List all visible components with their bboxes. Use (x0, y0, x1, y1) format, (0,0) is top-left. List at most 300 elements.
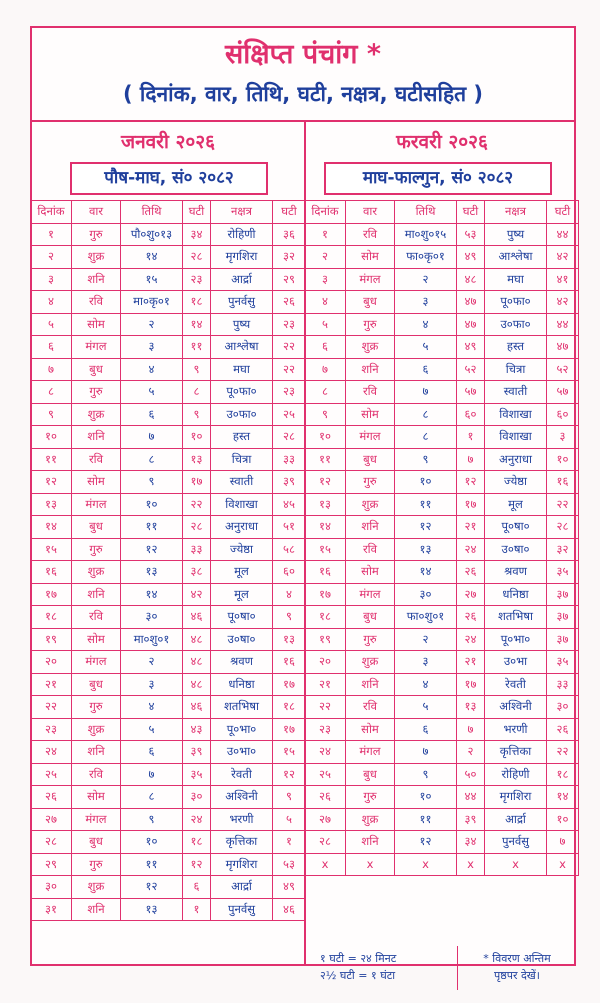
nakshatra-ghati-cell: २८ (547, 516, 579, 539)
ghati-cell: ४६ (183, 696, 211, 719)
table-row (305, 291, 579, 314)
nakshatra-ghati-cell: ३५ (547, 651, 579, 674)
ghati-cell: ३० (183, 786, 211, 809)
table-row (305, 808, 579, 831)
ghati-cell: १७ (183, 471, 211, 494)
tithi-cell: २ (395, 268, 457, 291)
date-cell: १७ (31, 583, 72, 606)
tithi-cell: २ (395, 628, 457, 651)
nakshatra-cell: पू०फा० (211, 381, 273, 404)
header-tithi: तिथि (395, 201, 457, 224)
nakshatra-cell: अश्विनी (211, 786, 273, 809)
weekday-cell: शनि (72, 426, 121, 449)
weekday-cell: गुरु (72, 696, 121, 719)
tithi-cell: ९ (121, 471, 183, 494)
weekday-cell: रवि (72, 606, 121, 629)
header-ghati: घटी (457, 201, 485, 224)
tithi-cell: २ (121, 651, 183, 674)
nakshatra-cell: उ०भा० (211, 741, 273, 764)
ghati-cell: २६ (457, 561, 485, 584)
ghati-cell: १२ (183, 853, 211, 876)
nakshatra-ghati-cell: ५७ (547, 381, 579, 404)
tithi-cell: ६ (395, 358, 457, 381)
date-cell: २४ (31, 741, 72, 764)
tithi-cell: फा०शु०१ (395, 606, 457, 629)
tithi-cell: ६ (395, 718, 457, 741)
ghati-cell: ५३ (457, 223, 485, 246)
header-date: दिनांक (305, 201, 346, 224)
nakshatra-cell: कृत्तिका (211, 831, 273, 854)
nakshatra-ghati-cell: ४४ (547, 223, 579, 246)
ghati-cell: २८ (183, 246, 211, 269)
ghati-cell: २३ (183, 268, 211, 291)
nakshatra-ghati-cell: ५२ (547, 358, 579, 381)
weekday-cell: रवि (346, 696, 395, 719)
nakshatra-ghati-cell: ३ (547, 426, 579, 449)
table-row (31, 471, 306, 494)
weekday-cell: सोम (72, 628, 121, 651)
nakshatra-cell: श्रवण (485, 561, 547, 584)
table-row (305, 268, 579, 291)
nakshatra-ghati-cell: x (547, 853, 579, 876)
table-row (31, 426, 306, 449)
ghati-cell: २१ (457, 516, 485, 539)
nakshatra-cell: रेवती (211, 763, 273, 786)
weekday-cell: मंगल (346, 426, 395, 449)
nakshatra-cell: मृगशिरा (211, 853, 273, 876)
weekday-cell: शनि (72, 268, 121, 291)
table-row (305, 673, 579, 696)
date-cell: १ (305, 223, 346, 246)
date-cell: २५ (305, 763, 346, 786)
weekday-cell: सोम (346, 403, 395, 426)
table-row (31, 876, 306, 899)
nakshatra-cell: स्वाती (485, 381, 547, 404)
nakshatra-ghati-cell: ३२ (273, 246, 306, 269)
table-row (31, 358, 306, 381)
weekday-cell: सोम (72, 786, 121, 809)
weekday-cell: x (346, 853, 395, 876)
tithi-cell: ४ (121, 696, 183, 719)
table-row (31, 246, 306, 269)
table-row (305, 313, 579, 336)
ghati-cell: ८ (183, 381, 211, 404)
tithi-cell: ३ (395, 291, 457, 314)
note-line-1: १ घटी = २४ मिनट (320, 952, 397, 965)
date-cell: ६ (305, 336, 346, 359)
tithi-cell: ३० (121, 606, 183, 629)
tithi-cell: ७ (121, 426, 183, 449)
table-row (305, 606, 579, 629)
tithi-cell: १० (395, 471, 457, 494)
nakshatra-cell: उ०षा० (211, 628, 273, 651)
nakshatra-ghati-cell: ३७ (547, 583, 579, 606)
date-cell: ४ (305, 291, 346, 314)
weekday-cell: बुध (346, 448, 395, 471)
nakshatra-ghati-cell: २६ (273, 291, 306, 314)
date-cell: ३१ (31, 898, 72, 921)
table-row (31, 538, 306, 561)
weekday-cell: मंगल (346, 583, 395, 606)
date-cell: १३ (31, 493, 72, 516)
weekday-cell: गुरु (72, 223, 121, 246)
nakshatra-cell: भरणी (211, 808, 273, 831)
tithi-cell: १२ (121, 538, 183, 561)
ghati-cell: २ (457, 741, 485, 764)
date-cell: ४ (31, 291, 72, 314)
ghati-cell: २४ (183, 808, 211, 831)
tithi-cell: ३ (395, 651, 457, 674)
table-row (305, 448, 579, 471)
table-row (305, 358, 579, 381)
weekday-cell: मंगल (72, 808, 121, 831)
nakshatra-ghati-cell: १८ (547, 763, 579, 786)
nakshatra-ghati-cell: ७ (547, 831, 579, 854)
table-row (31, 516, 306, 539)
header-weekday: वार (72, 201, 121, 224)
ghati-cell: ४२ (183, 583, 211, 606)
table-row (31, 561, 306, 584)
weekday-cell: शनि (72, 898, 121, 921)
weekday-cell: गुरु (346, 471, 395, 494)
weekday-cell: रवि (72, 291, 121, 314)
weekday-cell: गुरु (72, 538, 121, 561)
ghati-cell: १७ (457, 673, 485, 696)
weekday-cell: शनि (346, 358, 395, 381)
weekday-cell: शुक्र (346, 493, 395, 516)
table-row (31, 628, 306, 651)
february-table (304, 200, 579, 876)
nakshatra-ghati-cell: १४ (547, 786, 579, 809)
date-cell: १२ (305, 471, 346, 494)
nakshatra-cell: पू०भा० (211, 718, 273, 741)
month-title-february: फरवरी २०२६ (396, 131, 488, 153)
nakshatra-cell: शतभिषा (211, 696, 273, 719)
table-row (305, 741, 579, 764)
weekday-cell: बुध (346, 763, 395, 786)
nakshatra-ghati-cell: ४७ (547, 336, 579, 359)
tithi-cell: १२ (121, 876, 183, 899)
nakshatra-cell: पुनर्वसु (211, 898, 273, 921)
ghati-cell: ९ (183, 403, 211, 426)
date-cell: १९ (31, 628, 72, 651)
table-row (305, 651, 579, 674)
tithi-cell: ८ (395, 403, 457, 426)
ghati-cell: ४८ (183, 651, 211, 674)
ghati-cell: ७ (457, 718, 485, 741)
panchang-card (30, 26, 576, 982)
weekday-cell: सोम (346, 718, 395, 741)
ghati-cell: १ (457, 426, 485, 449)
tithi-cell: १३ (395, 538, 457, 561)
date-cell: १५ (305, 538, 346, 561)
table-row (31, 381, 306, 404)
weekday-cell: मंगल (72, 493, 121, 516)
weekday-cell: शनि (346, 673, 395, 696)
weekday-cell: शुक्र (72, 246, 121, 269)
tithi-cell: १२ (395, 516, 457, 539)
date-cell: ५ (31, 313, 72, 336)
nakshatra-ghati-cell: १८ (273, 696, 306, 719)
tithi-cell: ५ (395, 696, 457, 719)
nakshatra-cell: स्वाती (211, 471, 273, 494)
ghati-cell: ४९ (457, 246, 485, 269)
nakshatra-cell: आर्द्रा (211, 876, 273, 899)
table-row (31, 403, 306, 426)
weekday-cell: मंगल (72, 336, 121, 359)
date-cell: २ (31, 246, 72, 269)
ghati-cell: ४९ (457, 336, 485, 359)
nakshatra-cell: हस्त (211, 426, 273, 449)
header-ghati: घटी (183, 201, 211, 224)
date-cell: ८ (31, 381, 72, 404)
table-row (305, 786, 579, 809)
ghati-cell: ३८ (183, 561, 211, 584)
nakshatra-cell: मूल (211, 583, 273, 606)
ghati-cell: १८ (183, 291, 211, 314)
nakshatra-cell: x (485, 853, 547, 876)
table-row (31, 583, 306, 606)
nakshatra-ghati-cell: ४२ (547, 246, 579, 269)
date-cell: ३० (31, 876, 72, 899)
tithi-cell: ४ (121, 358, 183, 381)
nakshatra-ghati-cell: ४२ (547, 291, 579, 314)
nakshatra-cell: पुनर्वसु (485, 831, 547, 854)
ghati-cell: ४८ (183, 628, 211, 651)
ghati-cell: ४८ (183, 673, 211, 696)
nakshatra-cell: पुनर्वसु (211, 291, 273, 314)
nakshatra-ghati-cell: १० (547, 808, 579, 831)
nakshatra-cell: विशाखा (485, 403, 547, 426)
tithi-cell: ८ (121, 786, 183, 809)
weekday-cell: गुरु (72, 381, 121, 404)
tithi-cell: ८ (395, 426, 457, 449)
date-cell: ११ (31, 448, 72, 471)
date-cell: २८ (305, 831, 346, 854)
weekday-cell: सोम (72, 313, 121, 336)
nakshatra-ghati-cell: ५ (273, 808, 306, 831)
weekday-cell: शुक्र (346, 336, 395, 359)
weekday-cell: शुक्र (346, 808, 395, 831)
note-line-2: २½ घटी = १ घंटा (320, 969, 396, 982)
nakshatra-ghati-cell: २२ (273, 336, 306, 359)
tithi-cell: १० (121, 831, 183, 854)
nakshatra-cell: मघा (485, 268, 547, 291)
date-cell: १८ (305, 606, 346, 629)
nakshatra-cell: कृत्तिका (485, 741, 547, 764)
tithi-cell: मा०कृ०१ (121, 291, 183, 314)
weekday-cell: शुक्र (72, 876, 121, 899)
weekday-cell: शुक्र (72, 561, 121, 584)
nakshatra-cell: आर्द्रा (485, 808, 547, 831)
nakshatra-ghati-cell: २२ (547, 493, 579, 516)
table-row (305, 336, 579, 359)
table-row (305, 246, 579, 269)
weekday-cell: मंगल (346, 268, 395, 291)
ghati-cell: ४६ (183, 606, 211, 629)
tithi-cell: १४ (121, 246, 183, 269)
date-cell: ३ (31, 268, 72, 291)
table-row (305, 381, 579, 404)
table-row (305, 426, 579, 449)
ghati-cell: २२ (183, 493, 211, 516)
ghati-cell: ४८ (457, 268, 485, 291)
tithi-cell: १२ (395, 831, 457, 854)
weekday-cell: सोम (346, 246, 395, 269)
date-cell: २१ (305, 673, 346, 696)
header-weekday: वार (346, 201, 395, 224)
table-row (31, 223, 306, 246)
table-row (31, 853, 306, 876)
tithi-cell: ५ (121, 381, 183, 404)
nakshatra-ghati-cell: २९ (273, 268, 306, 291)
nakshatra-ghati-cell: १६ (273, 651, 306, 674)
weekday-cell: रवि (346, 381, 395, 404)
nakshatra-ghati-cell: ४१ (547, 268, 579, 291)
tithi-cell: १३ (121, 898, 183, 921)
details-note (458, 946, 576, 990)
tithi-cell: ५ (121, 718, 183, 741)
ghati-cell: १७ (457, 493, 485, 516)
ghati-cell: ३४ (457, 831, 485, 854)
ghati-cell: ४७ (457, 291, 485, 314)
nakshatra-ghati-cell: ३७ (547, 628, 579, 651)
ghati-cell: ३९ (183, 741, 211, 764)
date-cell: १५ (31, 538, 72, 561)
nakshatra-cell: चित्रा (211, 448, 273, 471)
weekday-cell: शनि (72, 741, 121, 764)
date-cell: १८ (31, 606, 72, 629)
nakshatra-ghati-cell: १७ (273, 718, 306, 741)
tithi-cell: १० (121, 493, 183, 516)
header-date: दिनांक (31, 201, 72, 224)
nakshatra-cell: उ०भा (485, 651, 547, 674)
nakshatra-cell: ज्येष्ठा (211, 538, 273, 561)
ghati-cell: २४ (457, 538, 485, 561)
ghati-cell: १४ (183, 313, 211, 336)
nakshatra-cell: उ०फा० (485, 313, 547, 336)
weekday-cell: बुध (346, 291, 395, 314)
header-tithi: तिथि (121, 201, 183, 224)
table-row (305, 538, 579, 561)
table-row (31, 291, 306, 314)
date-cell: १३ (305, 493, 346, 516)
ghati-cell: ५२ (457, 358, 485, 381)
nakshatra-ghati-cell: १२ (273, 763, 306, 786)
table-row (31, 741, 306, 764)
table-row (305, 471, 579, 494)
nakshatra-cell: पुष्य (211, 313, 273, 336)
nakshatra-cell: पू०भा० (485, 628, 547, 651)
date-cell: १४ (305, 516, 346, 539)
date-cell: २० (31, 651, 72, 674)
nakshatra-ghati-cell: १३ (273, 628, 306, 651)
weekday-cell: शुक्र (72, 718, 121, 741)
date-cell: १२ (31, 471, 72, 494)
tithi-cell: मा०शु०१ (121, 628, 183, 651)
date-cell: ९ (305, 403, 346, 426)
nakshatra-cell: आश्लेषा (211, 336, 273, 359)
tithi-cell: ७ (395, 381, 457, 404)
nakshatra-ghati-cell: १६ (547, 471, 579, 494)
nakshatra-cell: अश्विनी (485, 696, 547, 719)
nakshatra-ghati-cell: ३७ (547, 606, 579, 629)
weekday-cell: सोम (346, 561, 395, 584)
table-row (31, 696, 306, 719)
ghati-cell: १२ (457, 471, 485, 494)
nakshatra-ghati-cell: ३३ (273, 448, 306, 471)
tithi-cell: ४ (395, 673, 457, 696)
ghati-cell: ७ (457, 448, 485, 471)
nakshatra-cell: आर्द्रा (211, 268, 273, 291)
tithi-cell: ९ (121, 808, 183, 831)
table-row (31, 606, 306, 629)
tithi-cell: ९ (395, 763, 457, 786)
ghati-cell: ५७ (457, 381, 485, 404)
ghati-cell: २७ (457, 583, 485, 606)
header-nakshatra-ghati: घटी (273, 201, 306, 224)
weekday-cell: शनि (346, 516, 395, 539)
table-row (305, 583, 579, 606)
date-cell: ३ (305, 268, 346, 291)
weekday-cell: बुध (346, 606, 395, 629)
table-row (31, 651, 306, 674)
table-row (31, 718, 306, 741)
tithi-cell: मा०शु०१५ (395, 223, 457, 246)
date-cell: २४ (305, 741, 346, 764)
nakshatra-ghati-cell: ४५ (273, 493, 306, 516)
date-cell: २१ (31, 673, 72, 696)
table-row (31, 786, 306, 809)
table-row (31, 268, 306, 291)
date-cell: २७ (305, 808, 346, 831)
table-row (305, 561, 579, 584)
nakshatra-cell: धनिष्ठा (211, 673, 273, 696)
date-cell: २३ (305, 718, 346, 741)
nakshatra-ghati-cell: २३ (273, 381, 306, 404)
ghati-cell: ४४ (457, 786, 485, 809)
nakshatra-cell: आश्लेषा (485, 246, 547, 269)
date-cell: २६ (305, 786, 346, 809)
table-row (31, 673, 306, 696)
table-row (305, 493, 579, 516)
nakshatra-cell: मृगशिरा (211, 246, 273, 269)
nakshatra-ghati-cell: २२ (273, 358, 306, 381)
nakshatra-ghati-cell: ५३ (273, 853, 306, 876)
weekday-cell: बुध (72, 673, 121, 696)
date-cell: २५ (31, 763, 72, 786)
date-cell: ५ (305, 313, 346, 336)
ghati-cell: ३४ (183, 223, 211, 246)
tithi-cell: फा०कृ०१ (395, 246, 457, 269)
nakshatra-cell: रेवती (485, 673, 547, 696)
remark-line-2: पृष्ठपर देखें। (494, 969, 540, 982)
tithi-cell: ५ (395, 336, 457, 359)
date-cell: ९ (31, 403, 72, 426)
tithi-cell: पौ०शु०१३ (121, 223, 183, 246)
date-cell: १ (31, 223, 72, 246)
weekday-cell: गुरु (346, 628, 395, 651)
date-cell: ७ (31, 358, 72, 381)
nakshatra-cell: पू०फा० (485, 291, 547, 314)
nakshatra-cell: पुष्य (485, 223, 547, 246)
nakshatra-cell: मृगशिरा (485, 786, 547, 809)
ghati-cell: १ (183, 898, 211, 921)
divider (32, 120, 574, 122)
nakshatra-ghati-cell: ९ (273, 606, 306, 629)
date-cell: २९ (31, 853, 72, 876)
date-cell: २२ (305, 696, 346, 719)
